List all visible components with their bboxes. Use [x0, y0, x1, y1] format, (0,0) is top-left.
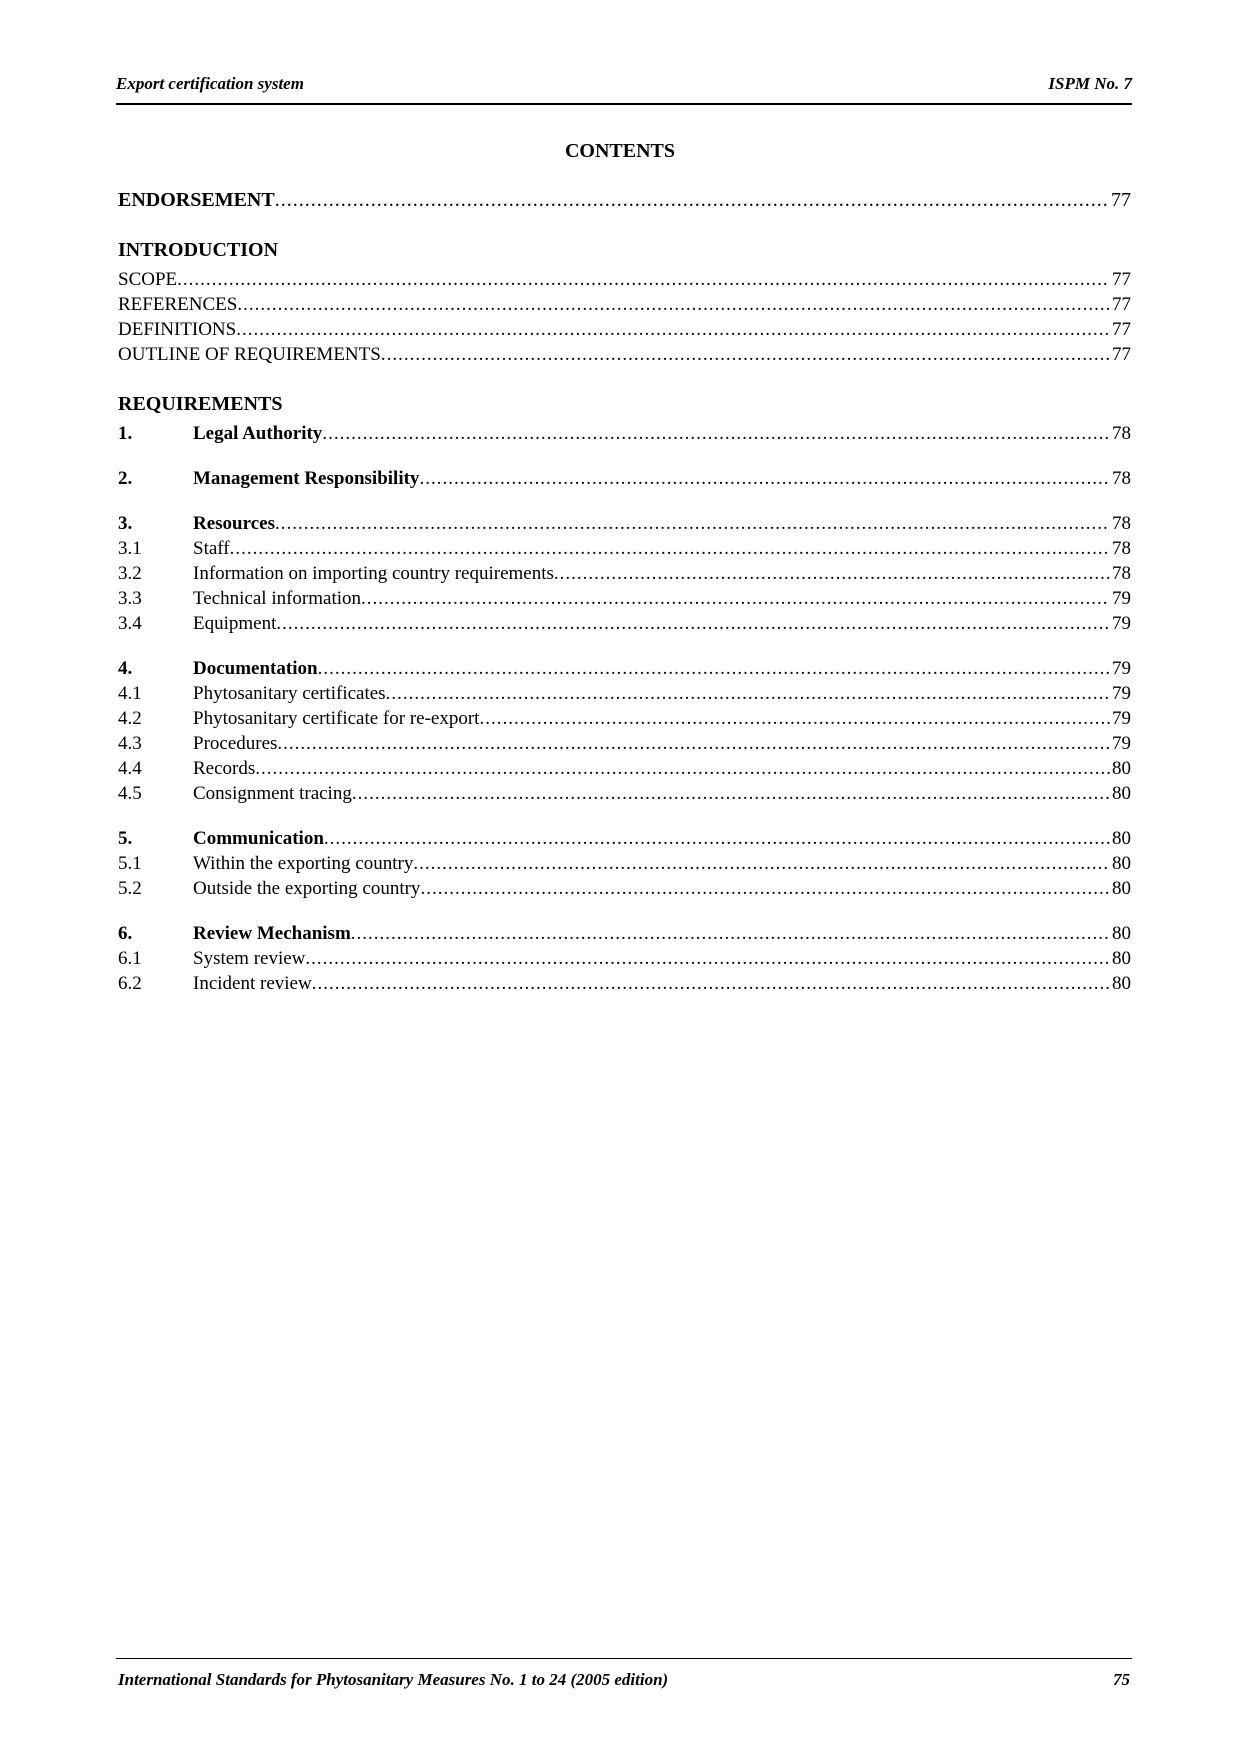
dot-leader — [230, 536, 1110, 561]
toc-entry-introduction[interactable] — [118, 342, 1131, 367]
toc-entry-page: 78 — [1112, 513, 1131, 534]
toc-entry-page: 80 — [1112, 853, 1131, 874]
toc-entry-label: Documentation — [193, 658, 318, 679]
toc-entry-label: Technical information — [193, 588, 362, 609]
toc-entry-section[interactable] — [118, 656, 1131, 681]
toc-section-block — [118, 826, 1131, 901]
toc-entry-section[interactable] — [118, 826, 1131, 851]
dot-leader — [361, 586, 1110, 611]
dot-leader — [236, 317, 1110, 342]
toc-entry-label: Legal Authority — [193, 423, 323, 444]
toc-entry-page: 80 — [1112, 878, 1131, 899]
toc-entry-label: SCOPE — [118, 269, 178, 290]
toc-entry-section[interactable] — [118, 466, 1131, 491]
header-document-title: Export certification system — [116, 74, 304, 93]
table-of-contents — [118, 188, 1131, 996]
dot-leader — [277, 731, 1110, 756]
header-standard-number: ISPM No. 7 — [1048, 74, 1132, 93]
toc-entry-subsection[interactable] — [118, 876, 1131, 901]
toc-entry-page: 80 — [1112, 948, 1131, 969]
toc-entry-page: 80 — [1112, 923, 1131, 944]
toc-group-introduction — [118, 238, 1131, 367]
toc-entry-label: Incident review — [193, 973, 312, 994]
toc-entry-label: OUTLINE OF REQUIREMENTS — [118, 344, 381, 365]
toc-entry-label: Management Responsibility — [193, 468, 420, 489]
toc-entry-number: 6. — [118, 923, 133, 944]
dot-leader — [352, 781, 1110, 806]
toc-entry-label: Information on importing country requirements — [193, 563, 554, 584]
dot-leader — [275, 188, 1109, 213]
toc-entry-page: 77 — [1111, 189, 1131, 211]
toc-entry-label: Within the exporting country — [193, 853, 414, 874]
toc-entry-number: 3.4 — [118, 613, 142, 634]
dot-leader — [351, 921, 1110, 946]
page-title: CONTENTS — [564, 140, 676, 162]
toc-entry-number: 4.4 — [118, 758, 142, 779]
dot-leader — [177, 267, 1110, 292]
toc-section-block — [118, 466, 1131, 491]
toc-entry-introduction[interactable] — [118, 317, 1131, 342]
toc-entry-label: Outside the exporting country — [193, 878, 421, 899]
toc-entry-page: 80 — [1112, 758, 1131, 779]
toc-section-block — [118, 511, 1131, 636]
page-number: 75 — [1113, 1670, 1130, 1689]
dot-leader — [420, 876, 1110, 901]
toc-entry-number: 6.1 — [118, 948, 142, 969]
toc-entry-number: 3.2 — [118, 563, 142, 584]
toc-section-block — [118, 656, 1131, 806]
toc-entry-page: 77 — [1112, 344, 1131, 365]
toc-entry-number: 4.3 — [118, 733, 142, 754]
toc-entry-subsection[interactable] — [118, 781, 1131, 806]
requirements-sections — [118, 421, 1131, 996]
dot-leader — [318, 656, 1110, 681]
toc-entry-page: 79 — [1112, 613, 1131, 634]
toc-entry-page: 78 — [1112, 423, 1131, 444]
toc-entry-page: 79 — [1112, 683, 1131, 704]
toc-entry-page: 78 — [1112, 538, 1131, 559]
dot-leader — [479, 706, 1110, 731]
running-header — [116, 74, 1132, 94]
dot-leader — [275, 511, 1110, 536]
footer-publication-title: International Standards for Phytosanitary Measures No. 1 to 24 (2005 edition) — [118, 1670, 669, 1689]
toc-entry-section[interactable] — [118, 421, 1131, 446]
toc-entry-subsection[interactable] — [118, 731, 1131, 756]
toc-entry-number: 3.1 — [118, 538, 142, 559]
toc-entry-subsection[interactable] — [118, 536, 1131, 561]
toc-entry-label: Consignment tracing — [193, 783, 352, 804]
toc-entry-number: 2. — [118, 468, 133, 489]
toc-entry-label: Resources — [193, 513, 275, 534]
toc-entry-section[interactable] — [118, 921, 1131, 946]
toc-entry-number: 3. — [118, 513, 133, 534]
toc-entry-subsection[interactable] — [118, 586, 1131, 611]
dot-leader — [419, 466, 1110, 491]
toc-entry-subsection[interactable] — [118, 561, 1131, 586]
dot-leader — [312, 971, 1110, 996]
toc-entry-introduction[interactable] — [118, 267, 1131, 292]
toc-group-requirements — [118, 392, 1131, 996]
toc-entry-number: 4. — [118, 658, 133, 679]
toc-entry-page: 79 — [1112, 658, 1131, 679]
toc-entry-page: 80 — [1112, 828, 1131, 849]
toc-group-endorsement — [118, 188, 1131, 213]
toc-entry-label: ENDORSEMENT — [118, 189, 275, 211]
toc-entry-page: 77 — [1112, 269, 1131, 290]
toc-entry-page: 79 — [1112, 733, 1131, 754]
dot-leader — [237, 292, 1110, 317]
dot-leader — [322, 421, 1110, 446]
toc-entry-subsection[interactable] — [118, 851, 1131, 876]
toc-entry-page: 79 — [1112, 708, 1131, 729]
toc-entry-label: Records — [193, 758, 256, 779]
toc-entry-endorsement[interactable] — [118, 188, 1131, 213]
dot-leader — [305, 946, 1110, 971]
toc-entry-number: 4.5 — [118, 783, 142, 804]
dot-leader — [386, 681, 1110, 706]
running-footer — [118, 1670, 1130, 1690]
toc-heading-requirements: REQUIREMENTS — [118, 393, 283, 415]
toc-entry-label: REFERENCES — [118, 294, 238, 315]
toc-entry-page: 77 — [1112, 294, 1131, 315]
toc-entry-subsection[interactable] — [118, 611, 1131, 636]
toc-entry-number: 5.2 — [118, 878, 142, 899]
toc-entry-number: 4.2 — [118, 708, 142, 729]
dot-leader — [255, 756, 1110, 781]
toc-section-block — [118, 421, 1131, 446]
toc-entry-label: Equipment — [193, 613, 277, 634]
toc-entry-subsection[interactable] — [118, 681, 1131, 706]
toc-entry-subsection[interactable] — [118, 971, 1131, 996]
toc-entry-label: Communication — [193, 828, 324, 849]
header-divider — [116, 103, 1132, 105]
introduction-entries — [118, 267, 1131, 367]
footer-divider — [116, 1658, 1132, 1659]
toc-entry-label: DEFINITIONS — [118, 319, 237, 340]
toc-entry-introduction[interactable] — [118, 292, 1131, 317]
toc-section-block — [118, 921, 1131, 996]
toc-entry-number: 5. — [118, 828, 133, 849]
toc-entry-page: 78 — [1112, 468, 1131, 489]
toc-entry-number: 1. — [118, 423, 133, 444]
dot-leader — [413, 851, 1110, 876]
toc-entry-number: 4.1 — [118, 683, 142, 704]
toc-entry-label: System review — [193, 948, 306, 969]
toc-entry-page: 79 — [1112, 588, 1131, 609]
toc-entry-label: Staff — [193, 538, 230, 559]
toc-entry-label: Procedures — [193, 733, 278, 754]
toc-entry-section[interactable] — [118, 511, 1131, 536]
toc-entry-number: 6.2 — [118, 973, 142, 994]
toc-entry-number: 3.3 — [118, 588, 142, 609]
toc-heading-introduction: INTRODUCTION — [118, 239, 279, 261]
dot-leader — [324, 826, 1110, 851]
toc-entry-subsection[interactable] — [118, 706, 1131, 731]
toc-entry-page: 77 — [1112, 319, 1131, 340]
dot-leader — [554, 561, 1110, 586]
toc-entry-label: Review Mechanism — [193, 923, 351, 944]
toc-entry-page: 78 — [1112, 563, 1131, 584]
toc-entry-subsection[interactable] — [118, 946, 1131, 971]
toc-entry-page: 80 — [1112, 973, 1131, 994]
toc-entry-label: Phytosanitary certificate for re-export — [193, 708, 480, 729]
toc-entry-subsection[interactable] — [118, 756, 1131, 781]
dot-leader — [381, 342, 1110, 367]
toc-entry-number: 5.1 — [118, 853, 142, 874]
dot-leader — [276, 611, 1110, 636]
toc-entry-page: 80 — [1112, 783, 1131, 804]
toc-entry-label: Phytosanitary certificates — [193, 683, 386, 704]
